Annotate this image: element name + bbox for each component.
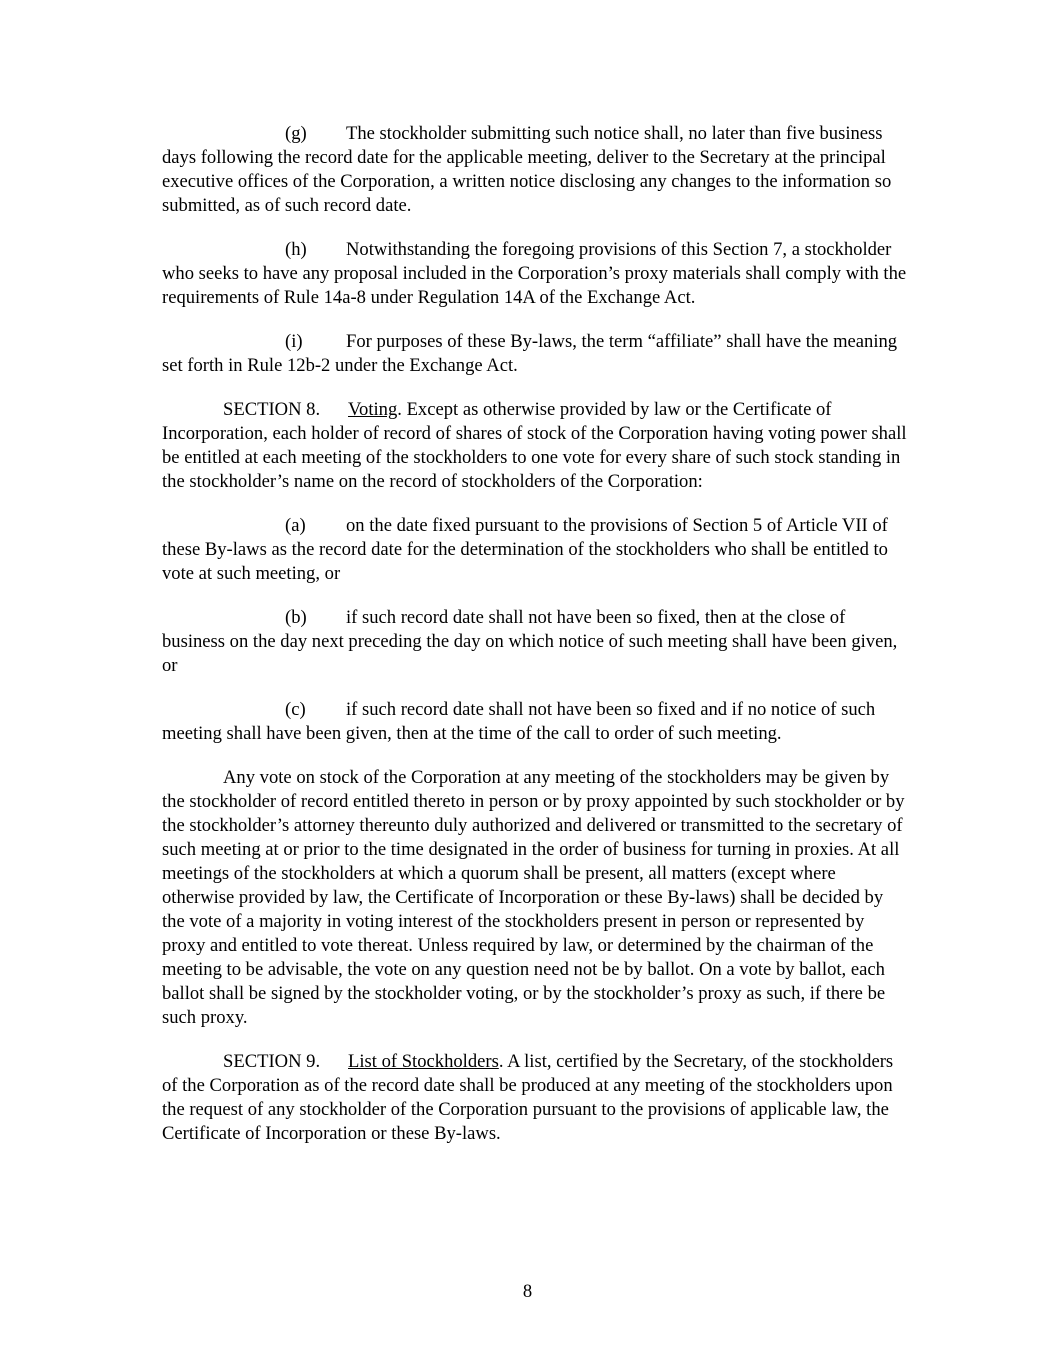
section-9-text: . A list, certified by the Secretary, of the stockholders of the Corporation as of the record date shall be produced at any meeting of the stockholders upon the request of any stockholder of the Corporation pursuant to the provisions of applicable law, the Certificate of Incorporation or these By-laws. [162, 1051, 894, 1144]
item-label-i: (i) [285, 331, 303, 352]
section-9-number: SECTION 9. [223, 1051, 321, 1072]
paragraph-i-text: For purposes of these By-laws, the term “affiliate” shall have the meaning set forth in Rule 12b-2 under the Exchange Act. [162, 331, 898, 376]
item-label-a: (a) [285, 515, 306, 536]
section-8-number: SECTION 8. [223, 399, 321, 420]
document-body [162, 122, 907, 1166]
item-label-b: (b) [285, 607, 307, 628]
paragraph-h [162, 238, 907, 310]
paragraph-i [162, 330, 907, 378]
item-text-c: if such record date shall not have been so fixed and if no notice of such meeting shall have been given, then at the time of the call to order of such meeting. [162, 699, 876, 744]
section-8-title: Voting [348, 399, 398, 420]
item-text-a: on the date fixed pursuant to the provisions of Section 5 of Article VII of these By-laws as the record date for the determination of the stockholders who shall be entitled to vote at such meeting, or [162, 515, 888, 584]
section-9 [162, 1050, 907, 1146]
paragraph-g-text: The stockholder submitting such notice shall, no later than five business days following the record date for the applicable meeting, deliver to the Secretary at the principal executive offices of the Corporation, a written notice disclosing any changes to the information so submitted, as of such record date. [162, 123, 892, 216]
paragraph-g [162, 122, 907, 218]
paragraph-h-text: Notwithstanding the foregoing provisions of this Section 7, a stockholder who seeks to have any proposal included in the Corporation’s proxy materials shall comply with the requirements of Rule 14a-8 under Regulation 14A of the Exchange Act. [162, 239, 907, 308]
item-label-g: (g) [285, 123, 307, 144]
section-8-item-c [162, 698, 907, 746]
section-9-title: List of Stockholders [348, 1051, 499, 1072]
section-8-vote-paragraph [162, 766, 907, 1030]
item-label-h: (h) [285, 239, 307, 260]
page-number: 8 [522, 1281, 533, 1302]
section-8-item-b [162, 606, 907, 678]
section-8-text: . Except as otherwise provided by law or the Certificate of Incorporation, each holder of record of shares of stock of the Corporation having voting power shall be entitled at each meeting of the stockholders to one vote for every share of such stock standing in the stockholder’s name on the record of stockholders of the Corporation: [162, 399, 907, 492]
item-label-c: (c) [285, 699, 306, 720]
section-8 [162, 398, 907, 494]
section-8-item-a [162, 514, 907, 586]
vote-paragraph-text: Any vote on stock of the Corporation at any meeting of the stockholders may be given by the stockholder of record entitled thereto in person or by proxy appointed by such stockholder or by the stockholder’s attorney thereunto duly authorized and delivered or transmitted to the secretary of such meeting at or prior to the time designated in the order of business for turning in proxies. At all meetings of the stockholders at which a quorum shall be present, all matters (except where otherwise provided by law, the Certificate of Incorporation or these By-laws) shall be decided by the vote of a majority in voting interest of the stockholders present in person or represented by proxy and entitled to vote thereat. Unless required by law, or determined by the chairman of the meeting to be advisable, the vote on any question need not be by ballot. On a vote by ballot, each ballot shall be signed by the stockholder voting, or by the stockholder’s proxy as such, if there be such proxy. [162, 767, 905, 1028]
item-text-b: if such record date shall not have been so fixed, then at the close of business on the day next preceding the day on which notice of such meeting shall have been given, or [162, 607, 898, 676]
